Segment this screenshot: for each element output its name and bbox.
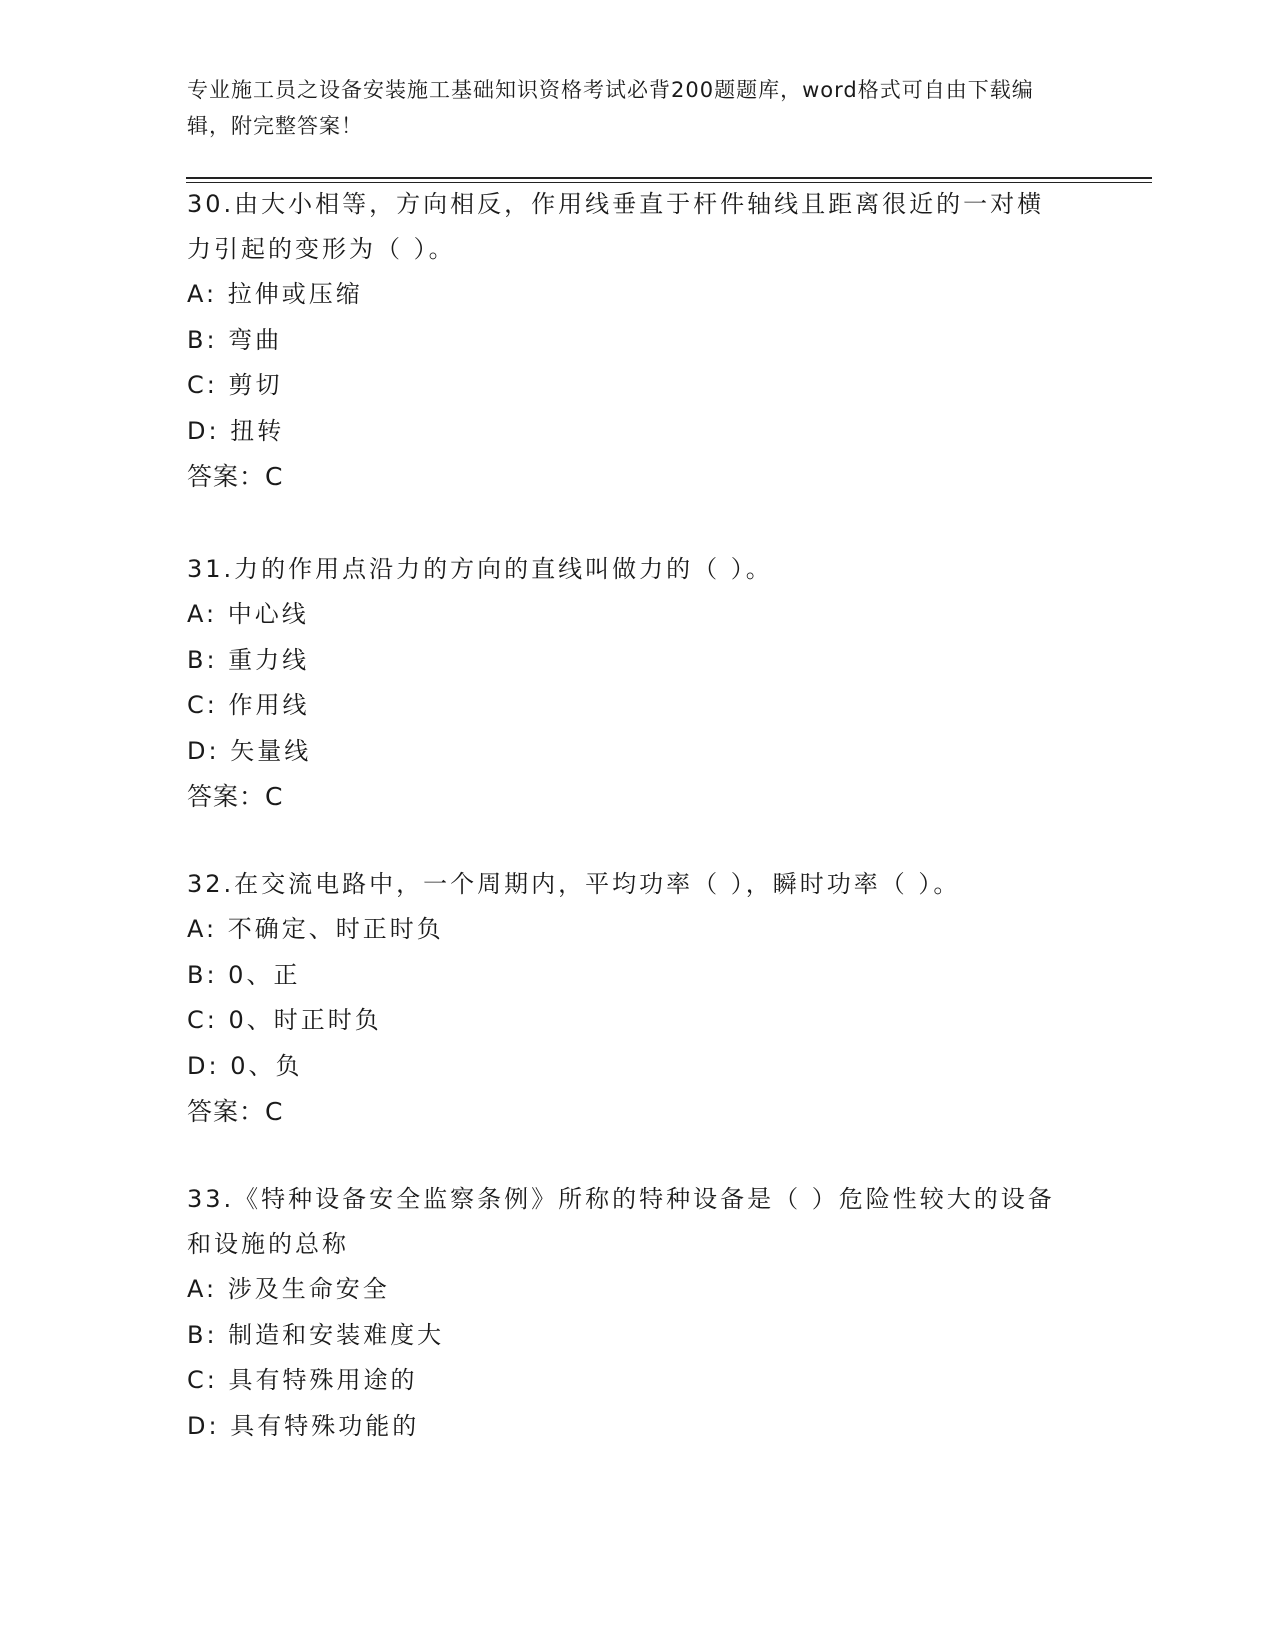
option-a: A: 涉及生命安全 xyxy=(187,1275,390,1303)
option-d: D: 矢量线 xyxy=(187,736,312,765)
option-b: B: 重力线 xyxy=(187,645,310,674)
option-b: B: 制造和安装难度大 xyxy=(187,1320,445,1349)
question-text: 32.在交流电路中，一个周期内，平均功率（ ），瞬时功率（ ）。 xyxy=(187,870,961,898)
answer: 答案：C xyxy=(187,1097,284,1126)
question-32 xyxy=(187,862,1087,1135)
option-a: A: 中心线 xyxy=(187,600,309,628)
question-text: 33.《特种设备安全监察条例》所称的特种设备是（ ）危险性较大的设备和设施的总称 xyxy=(187,1185,1055,1258)
question-33 xyxy=(187,1177,1067,1449)
option-a: A: 拉伸或压缩 xyxy=(187,280,363,308)
option-d: D: 具有特殊功能的 xyxy=(187,1411,420,1440)
option-d: D: 0、负 xyxy=(187,1051,303,1080)
question-text: 31.力的作用点沿力的方向的直线叫做力的（ ）。 xyxy=(187,555,773,583)
option-c: C: 0、时正时负 xyxy=(187,1006,382,1034)
option-b: B: 弯曲 xyxy=(187,325,283,354)
header-divider xyxy=(186,177,1152,179)
answer: 答案：C xyxy=(187,782,284,811)
question-30 xyxy=(187,182,1067,500)
option-c: C: 具有特殊用途的 xyxy=(187,1366,418,1394)
answer: 答案：C xyxy=(187,462,284,491)
option-c: C: 剪切 xyxy=(187,371,283,399)
option-c: C: 作用线 xyxy=(187,691,310,719)
option-d: D: 扭转 xyxy=(187,416,285,445)
option-a: A: 不确定、时正时负 xyxy=(187,915,444,943)
question-text: 30.由大小相等，方向相反，作用线垂直于杆件轴线且距离很近的一对横力引起的变形为（ ）。 xyxy=(187,190,1045,263)
question-31 xyxy=(187,547,1087,820)
document-header: 专业施工员之设备安装施工基础知识资格考试必背200题题库，word格式可自由下载编辑，附完整答案！ xyxy=(187,78,1034,138)
option-b: B: 0、正 xyxy=(187,960,301,989)
